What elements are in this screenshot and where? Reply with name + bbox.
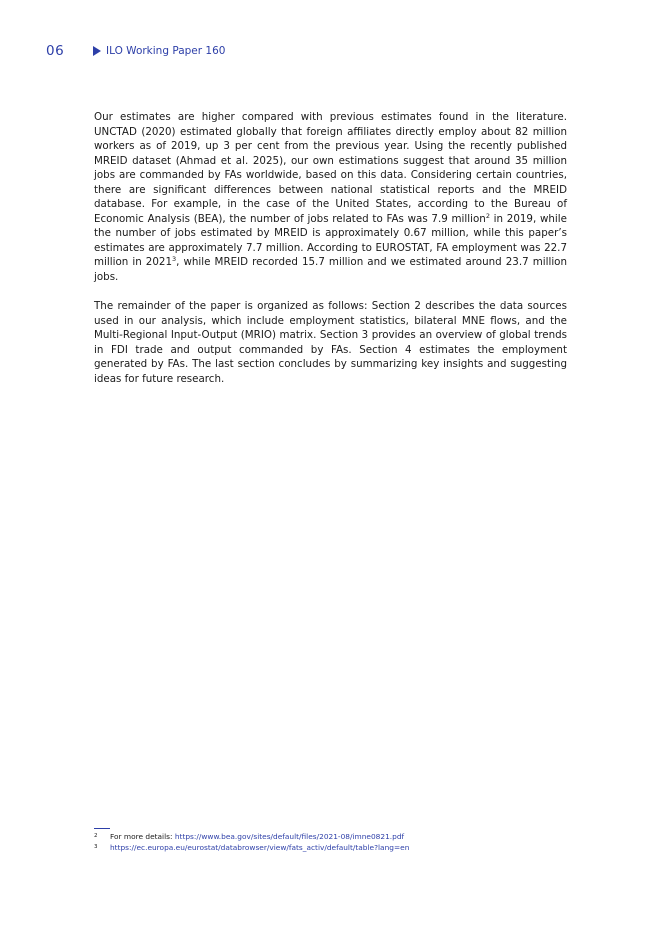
- footnotes: [94, 832, 567, 853]
- footnote-divider: [94, 828, 110, 829]
- running-title: ILO Working Paper 160: [106, 45, 226, 57]
- play-triangle-icon: [93, 46, 101, 56]
- paragraph-1-part-a: Our estimates are higher compared with previous estimates found in the literature. UNCTAD (2020) estimated globally that foreign affiliates directly employ about 82 million workers as of 2019, up 3 per cent from the previous year. Using the recently published MREID dataset (Ahmad et al. 2025), our own estimations suggest that around 35 million jobs are commanded by FAs worldwide, based on this data. Considering certain countries, there are significant differences between national statistical reports and the MREID database. For example, in the case of the United States, according to the Bureau of Economic Analysis (BEA), the number of jobs related to FAs was 7.9 million: [94, 111, 567, 225]
- footnote-mark: 2: [94, 833, 98, 839]
- paragraph-1-part-b: in 2019, while the number of jobs estimated by MREID is approximately 0.67 million, while this paper’s estimates are approximately 7.7 million. According to EUROSTAT, FA employment was 22.7 million in 2021: [94, 212, 567, 269]
- footnote-link-eurostat[interactable]: https://ec.europa.eu/eurostat/databrowser/view/fats_activ/default/table?lang=en: [110, 842, 410, 852]
- page-number: 06: [46, 43, 65, 59]
- footnote-2: [94, 832, 567, 843]
- paragraph-1: [94, 110, 567, 285]
- footnote-ref-3[interactable]: 3: [172, 255, 177, 264]
- footnote-3: [94, 843, 567, 854]
- paragraph-1-part-c: , while MREID recorded 15.7 million and we estimated around 23.7 million jobs.: [94, 256, 568, 284]
- footnote-mark: 3: [94, 843, 98, 850]
- footnote-text: For more details:: [110, 832, 175, 841]
- footnote-link-bea[interactable]: https://www.bea.gov/sites/default/files/2021-08/imne0821.pdf: [174, 832, 405, 841]
- paragraph-2: The remainder of the paper is organized as follows: Section 2 describes the data sources used in our analysis, which include employment statistics, bilateral MNE flows, and the Multi-Regional Input-Output (MRIO) matrix. Section 3 provides an overview of global trends in FDI trade and output commanded by FAs. Section 4 estimates the employment generated by FAs. The last section concludes by summarizing key insights and suggesting ideas for future research.: [94, 300, 567, 385]
- running-header: [93, 45, 225, 57]
- body-text: [94, 110, 567, 401]
- footnote-ref-2[interactable]: 2: [485, 211, 490, 220]
